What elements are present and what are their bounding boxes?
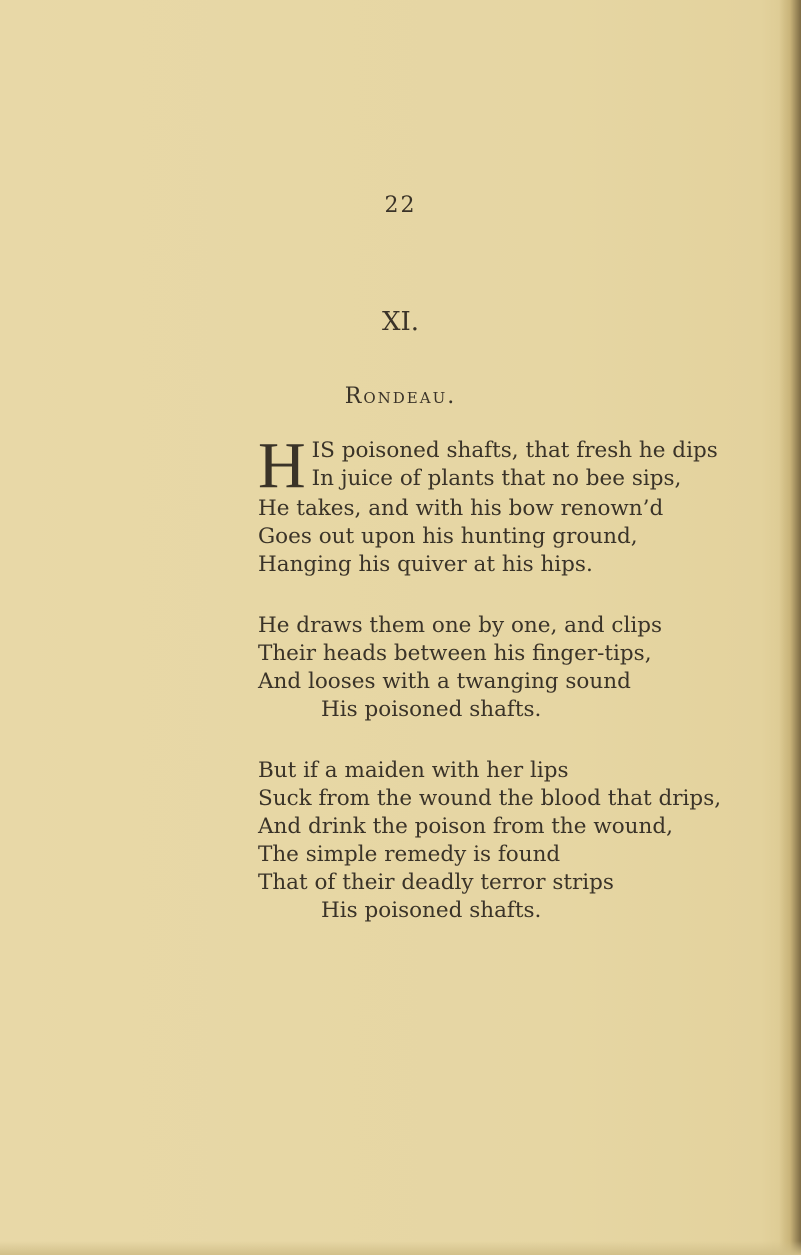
section-number: XI. <box>381 307 420 337</box>
page-number: 22 <box>384 193 417 218</box>
refrain-line: His poisoned shafts. <box>321 898 542 923</box>
section-title: Rondeau. <box>344 384 457 409</box>
page-edge-shadow <box>779 0 801 1255</box>
page-bottom-edge <box>0 1241 801 1255</box>
poem-line: Their heads between his finger-tips, <box>258 641 652 666</box>
poem-line: In juice of plants that no bee sips, <box>311 466 682 491</box>
poem-line: Hanging his quiver at his hips. <box>258 552 593 577</box>
poem-line: But if a maiden with her lips <box>258 758 569 783</box>
poem <box>258 429 778 958</box>
poem-line: And looses with a twanging sound <box>258 669 631 694</box>
poem-line: That of their deadly terror strips <box>258 870 614 895</box>
poem-line: He takes, and with his bow renown’d <box>258 496 664 521</box>
poem-line: And drink the poison from the wound, <box>258 814 673 839</box>
poem-line: Goes out upon his hunting ground, <box>258 524 638 549</box>
drop-cap: H <box>258 429 306 502</box>
stanza-1 <box>258 429 778 579</box>
poem-line: IS poisoned shafts, that fresh he dips <box>311 438 718 463</box>
poem-line: He draws them one by one, and clips <box>258 613 662 638</box>
poem-line: The simple remedy is found <box>258 842 561 867</box>
poem-line: Suck from the wound the blood that drips, <box>258 786 722 811</box>
stanza-2 <box>258 612 778 724</box>
refrain-line: His poisoned shafts. <box>321 697 542 722</box>
stanza-3 <box>258 757 778 925</box>
